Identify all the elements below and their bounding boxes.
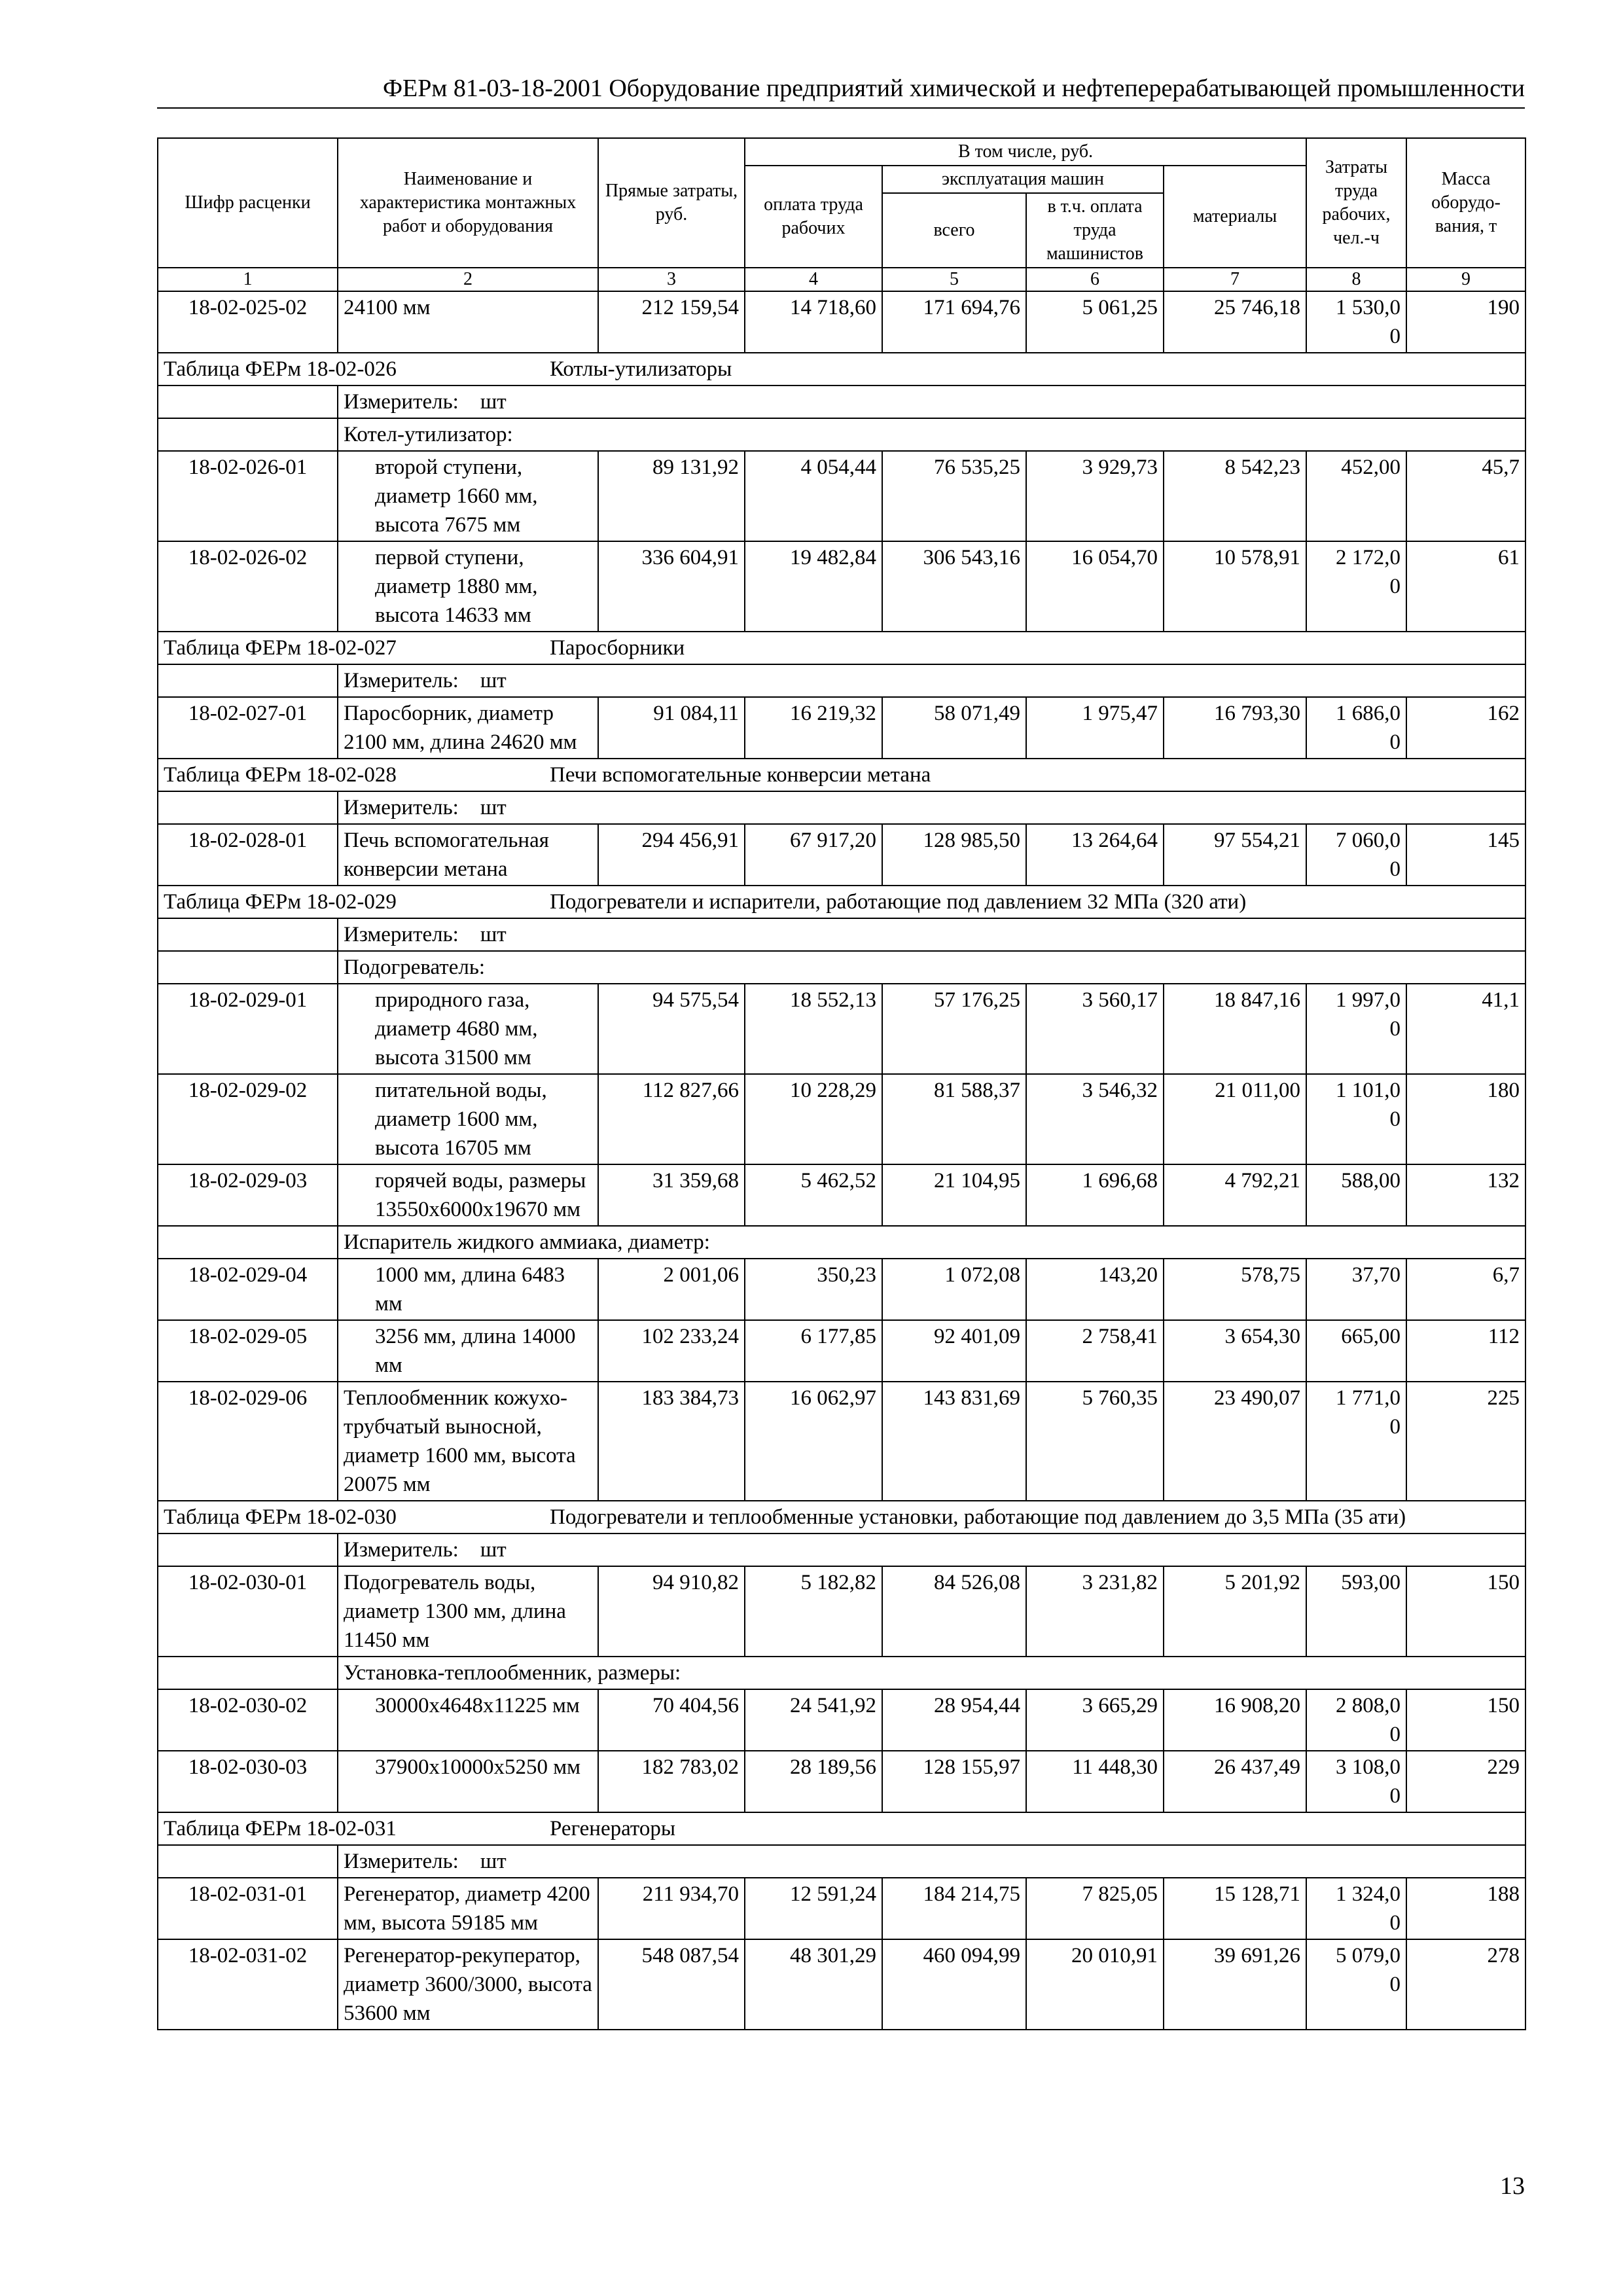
table-body (158, 291, 1525, 2030)
labor-hours: 2 808,0 0 (1306, 1689, 1406, 1751)
direct-cost: 112 827,66 (598, 1074, 745, 1164)
page-number: 13 (1500, 2172, 1525, 2200)
measure-unit: Измеритель: шт (338, 664, 1525, 697)
materials: 16 908,20 (1164, 1689, 1306, 1751)
direct-cost: 70 404,56 (598, 1689, 745, 1751)
machines-total: 128 155,97 (882, 1751, 1026, 1812)
work-description: Теплообменник кожухо-трубчатый выносной, диаметр 1600 мм, высота 20075 мм (338, 1382, 598, 1501)
work-description: Регенератор, диаметр 4200 мм, высота 59185 мм (338, 1878, 598, 1939)
labor-hours: 37,70 (1306, 1259, 1406, 1320)
labor-hours: 593,00 (1306, 1566, 1406, 1657)
table-row (158, 541, 1525, 632)
equipment-mass: 190 (1406, 291, 1525, 353)
materials: 26 437,49 (1164, 1751, 1306, 1812)
column-number-row (158, 268, 1525, 291)
labor-pay: 4 054,44 (745, 451, 882, 541)
table-section-header (158, 353, 1525, 386)
section-title: Котлы-утилизаторы (550, 357, 732, 381)
table-section-header (158, 1501, 1525, 1534)
machinist-pay: 20 010,91 (1026, 1939, 1164, 2030)
measure-unit-row (158, 664, 1525, 697)
work-description: Подогреватель воды, диаметр 1300 мм, длина 11450 мм (338, 1566, 598, 1657)
table-row (158, 451, 1525, 541)
work-description: 24100 мм (338, 291, 598, 353)
labor-hours: 1 771,0 0 (1306, 1382, 1406, 1501)
group-label: Котел-утилизатор: (338, 418, 1525, 451)
work-description: второй ступени, диаметр 1660 мм, высота 7675 мм (338, 451, 598, 541)
machinist-pay: 16 054,70 (1026, 541, 1164, 632)
labor-hours: 1 530,0 0 (1306, 291, 1406, 353)
labor-hours: 1 324,0 0 (1306, 1878, 1406, 1939)
table-row (158, 1566, 1525, 1657)
col-header-direct: Прямые затраты, руб. (598, 138, 745, 268)
section-title: Регенераторы (550, 1817, 676, 1840)
labor-hours: 2 172,0 0 (1306, 541, 1406, 632)
equipment-mass: 150 (1406, 1689, 1525, 1751)
machinist-pay: 3 929,73 (1026, 451, 1164, 541)
group-label-row (158, 1226, 1525, 1259)
rate-code: 18-02-029-01 (158, 984, 338, 1074)
rate-code: 18-02-031-02 (158, 1939, 338, 2030)
col-header-materials: материалы (1164, 166, 1306, 268)
column-number: 4 (745, 268, 882, 291)
machines-total: 58 071,49 (882, 697, 1026, 759)
direct-cost: 336 604,91 (598, 541, 745, 632)
section-code: Таблица ФЕРм 18-02-028 (164, 763, 397, 787)
measure-unit: Измеритель: шт (338, 1845, 1525, 1878)
column-number: 8 (1306, 268, 1406, 291)
materials: 18 847,16 (1164, 984, 1306, 1074)
materials: 3 654,30 (1164, 1320, 1306, 1382)
rate-code: 18-02-030-02 (158, 1689, 338, 1751)
materials: 25 746,18 (1164, 291, 1306, 353)
labor-hours: 5 079,0 0 (1306, 1939, 1406, 2030)
machinist-pay: 3 546,32 (1026, 1074, 1164, 1164)
direct-cost: 2 001,06 (598, 1259, 745, 1320)
column-number: 9 (1406, 268, 1525, 291)
machinist-pay: 3 665,29 (1026, 1689, 1164, 1751)
equipment-mass: 145 (1406, 824, 1525, 886)
col-header-machines: эксплуатация машин (882, 166, 1164, 193)
machinist-pay: 5 061,25 (1026, 291, 1164, 353)
labor-pay: 14 718,60 (745, 291, 882, 353)
work-description: 1000 мм, длина 6483 мм (338, 1259, 598, 1320)
work-description: горячей воды, размеры 13550х6000х19670 мм (338, 1164, 598, 1226)
table-row (158, 1689, 1525, 1751)
equipment-mass: 132 (1406, 1164, 1525, 1226)
labor-pay: 350,23 (745, 1259, 882, 1320)
equipment-mass: 45,7 (1406, 451, 1525, 541)
rate-code: 18-02-030-03 (158, 1751, 338, 1812)
equipment-mass: 6,7 (1406, 1259, 1525, 1320)
materials: 23 490,07 (1164, 1382, 1306, 1501)
section-code: Таблица ФЕРм 18-02-030 (164, 1505, 397, 1529)
work-description: 30000х4648х11225 мм (338, 1689, 598, 1751)
materials: 97 554,21 (1164, 824, 1306, 886)
table-head (158, 138, 1525, 291)
labor-hours: 1 101,0 0 (1306, 1074, 1406, 1164)
labor-pay: 16 219,32 (745, 697, 882, 759)
materials: 8 542,23 (1164, 451, 1306, 541)
machines-total: 306 543,16 (882, 541, 1026, 632)
measure-unit: Измеритель: шт (338, 386, 1525, 418)
work-description: 37900х10000х5250 мм (338, 1751, 598, 1812)
section-code: Таблица ФЕРм 18-02-029 (164, 890, 397, 914)
labor-pay: 67 917,20 (745, 824, 882, 886)
rate-code: 18-02-026-02 (158, 541, 338, 632)
machinist-pay: 1 975,47 (1026, 697, 1164, 759)
table-section-header (158, 886, 1525, 918)
group-label-row (158, 418, 1525, 451)
table-row (158, 1939, 1525, 2030)
rate-code: 18-02-029-02 (158, 1074, 338, 1164)
table-section-header (158, 1812, 1525, 1845)
machines-total: 143 831,69 (882, 1382, 1026, 1501)
section-code: Таблица ФЕРм 18-02-031 (164, 1817, 397, 1840)
labor-pay: 5 462,52 (745, 1164, 882, 1226)
rate-code: 18-02-031-01 (158, 1878, 338, 1939)
header-rule (157, 107, 1525, 109)
work-description: питательной воды, диаметр 1600 мм, высота 16705 мм (338, 1074, 598, 1164)
work-description: природного газа, диаметр 4680 мм, высота 31500 мм (338, 984, 598, 1074)
work-description: Паросборник, диаметр 2100 мм, длина 24620 мм (338, 697, 598, 759)
col-header-labor-hours: Затраты труда рабочих, чел.-ч (1306, 138, 1406, 268)
column-number: 7 (1164, 268, 1306, 291)
direct-cost: 294 456,91 (598, 824, 745, 886)
labor-pay: 48 301,29 (745, 1939, 882, 2030)
table-section-header (158, 759, 1525, 791)
labor-pay: 16 062,97 (745, 1382, 882, 1501)
labor-pay: 12 591,24 (745, 1878, 882, 1939)
section-title: Печи вспомогательные конверсии метана (550, 763, 931, 787)
group-label: Испаритель жидкого аммиака, диаметр: (338, 1226, 1525, 1259)
direct-cost: 548 087,54 (598, 1939, 745, 2030)
equipment-mass: 225 (1406, 1382, 1525, 1501)
rate-code: 18-02-029-03 (158, 1164, 338, 1226)
group-label-row (158, 1657, 1525, 1689)
machinist-pay: 11 448,30 (1026, 1751, 1164, 1812)
col-header-name: Наименование и характеристика монтажных работ и оборудования (338, 138, 598, 268)
measure-unit-row (158, 791, 1525, 824)
direct-cost: 212 159,54 (598, 291, 745, 353)
machines-total: 171 694,76 (882, 291, 1026, 353)
col-header-mach-labor: в т.ч. оплата труда машинистов (1026, 193, 1164, 268)
machines-total: 84 526,08 (882, 1566, 1026, 1657)
table-row (158, 1164, 1525, 1226)
table-row (158, 291, 1525, 353)
machinist-pay: 13 264,64 (1026, 824, 1164, 886)
labor-hours: 1 997,0 0 (1306, 984, 1406, 1074)
rate-code: 18-02-027-01 (158, 697, 338, 759)
equipment-mass: 278 (1406, 1939, 1525, 2030)
column-number: 6 (1026, 268, 1164, 291)
direct-cost: 31 359,68 (598, 1164, 745, 1226)
work-description: 3256 мм, длина 14000 мм (338, 1320, 598, 1382)
machines-total: 76 535,25 (882, 451, 1026, 541)
group-label-row (158, 951, 1525, 984)
section-title: Паросборники (550, 636, 685, 660)
machines-total: 28 954,44 (882, 1689, 1026, 1751)
section-code: Таблица ФЕРм 18-02-027 (164, 636, 397, 660)
labor-pay: 24 541,92 (745, 1689, 882, 1751)
labor-hours: 665,00 (1306, 1320, 1406, 1382)
table-row (158, 984, 1525, 1074)
machinist-pay: 3 560,17 (1026, 984, 1164, 1074)
section-title: Подогреватели и теплообменные установки, работающие под давлением до 3,5 МПа (35 ати) (550, 1505, 1406, 1529)
document-header: ФЕРм 81-03-18-2001 Оборудование предприятий химической и нефтеперерабатывающей промышленности (382, 75, 1525, 102)
labor-hours: 7 060,0 0 (1306, 824, 1406, 886)
labor-pay: 10 228,29 (745, 1074, 882, 1164)
materials: 10 578,91 (1164, 541, 1306, 632)
column-number: 1 (158, 268, 338, 291)
measure-unit: Измеритель: шт (338, 791, 1525, 824)
table-row (158, 1259, 1525, 1320)
table-row (158, 1878, 1525, 1939)
rate-code: 18-02-030-01 (158, 1566, 338, 1657)
measure-unit: Измеритель: шт (338, 918, 1525, 951)
direct-cost: 89 131,92 (598, 451, 745, 541)
column-number: 3 (598, 268, 745, 291)
measure-unit-row (158, 386, 1525, 418)
equipment-mass: 188 (1406, 1878, 1525, 1939)
col-header-mass: Масса оборудо-вания, т (1406, 138, 1525, 268)
machinist-pay: 3 231,82 (1026, 1566, 1164, 1657)
measure-unit-row (158, 918, 1525, 951)
materials: 578,75 (1164, 1259, 1306, 1320)
col-header-code: Шифр расценки (158, 138, 338, 268)
group-label: Установка-теплообменник, размеры: (338, 1657, 1525, 1689)
labor-pay: 28 189,56 (745, 1751, 882, 1812)
machinist-pay: 2 758,41 (1026, 1320, 1164, 1382)
section-code: Таблица ФЕРм 18-02-026 (164, 357, 397, 381)
table-row (158, 1320, 1525, 1382)
labor-pay: 5 182,82 (745, 1566, 882, 1657)
direct-cost: 182 783,02 (598, 1751, 745, 1812)
machines-total: 81 588,37 (882, 1074, 1026, 1164)
equipment-mass: 150 (1406, 1566, 1525, 1657)
direct-cost: 183 384,73 (598, 1382, 745, 1501)
equipment-mass: 180 (1406, 1074, 1525, 1164)
section-title: Подогреватели и испарители, работающие под давлением 32 МПа (320 ати) (550, 890, 1247, 914)
equipment-mass: 229 (1406, 1751, 1525, 1812)
equipment-mass: 112 (1406, 1320, 1525, 1382)
table-row (158, 824, 1525, 886)
labor-pay: 19 482,84 (745, 541, 882, 632)
machinist-pay: 143,20 (1026, 1259, 1164, 1320)
materials: 4 792,21 (1164, 1164, 1306, 1226)
machinist-pay: 1 696,68 (1026, 1164, 1164, 1226)
table-row (158, 697, 1525, 759)
direct-cost: 211 934,70 (598, 1878, 745, 1939)
work-description: Печь вспомогательная конверсии метана (338, 824, 598, 886)
materials: 39 691,26 (1164, 1939, 1306, 2030)
materials: 16 793,30 (1164, 697, 1306, 759)
machines-total: 57 176,25 (882, 984, 1026, 1074)
measure-unit: Измеритель: шт (338, 1534, 1525, 1566)
machines-total: 460 094,99 (882, 1939, 1026, 2030)
direct-cost: 94 575,54 (598, 984, 745, 1074)
rate-code: 18-02-028-01 (158, 824, 338, 886)
col-header-mach-total: всего (882, 193, 1026, 268)
rate-code: 18-02-026-01 (158, 451, 338, 541)
work-description: первой ступени, диаметр 1880 мм, высота 14633 мм (338, 541, 598, 632)
materials: 5 201,92 (1164, 1566, 1306, 1657)
labor-hours: 588,00 (1306, 1164, 1406, 1226)
direct-cost: 102 233,24 (598, 1320, 745, 1382)
rate-code: 18-02-025-02 (158, 291, 338, 353)
materials: 21 011,00 (1164, 1074, 1306, 1164)
table-section-header (158, 632, 1525, 664)
labor-pay: 18 552,13 (745, 984, 882, 1074)
labor-hours: 3 108,0 0 (1306, 1751, 1406, 1812)
machinist-pay: 7 825,05 (1026, 1878, 1164, 1939)
column-number: 5 (882, 268, 1026, 291)
machines-total: 128 985,50 (882, 824, 1026, 886)
materials: 15 128,71 (1164, 1878, 1306, 1939)
machines-total: 1 072,08 (882, 1259, 1026, 1320)
labor-hours: 452,00 (1306, 451, 1406, 541)
column-number: 2 (338, 268, 598, 291)
table-row (158, 1074, 1525, 1164)
machines-total: 21 104,95 (882, 1164, 1026, 1226)
group-label: Подогреватель: (338, 951, 1525, 984)
machines-total: 184 214,75 (882, 1878, 1026, 1939)
table-row (158, 1382, 1525, 1501)
equipment-mass: 162 (1406, 697, 1525, 759)
rate-code: 18-02-029-04 (158, 1259, 338, 1320)
rate-code: 18-02-029-06 (158, 1382, 338, 1501)
equipment-mass: 41,1 (1406, 984, 1525, 1074)
machinist-pay: 5 760,35 (1026, 1382, 1164, 1501)
measure-unit-row (158, 1845, 1525, 1878)
price-table (157, 137, 1526, 2030)
col-header-labor-pay: оплата труда рабочих (745, 166, 882, 268)
direct-cost: 94 910,82 (598, 1566, 745, 1657)
work-description: Регенератор-рекуператор, диаметр 3600/3000, высота 53600 мм (338, 1939, 598, 2030)
equipment-mass: 61 (1406, 541, 1525, 632)
measure-unit-row (158, 1534, 1525, 1566)
table-row (158, 1751, 1525, 1812)
direct-cost: 91 084,11 (598, 697, 745, 759)
labor-pay: 6 177,85 (745, 1320, 882, 1382)
rate-code: 18-02-029-05 (158, 1320, 338, 1382)
labor-hours: 1 686,0 0 (1306, 697, 1406, 759)
machines-total: 92 401,09 (882, 1320, 1026, 1382)
col-header-incl: В том числе, руб. (745, 138, 1306, 166)
